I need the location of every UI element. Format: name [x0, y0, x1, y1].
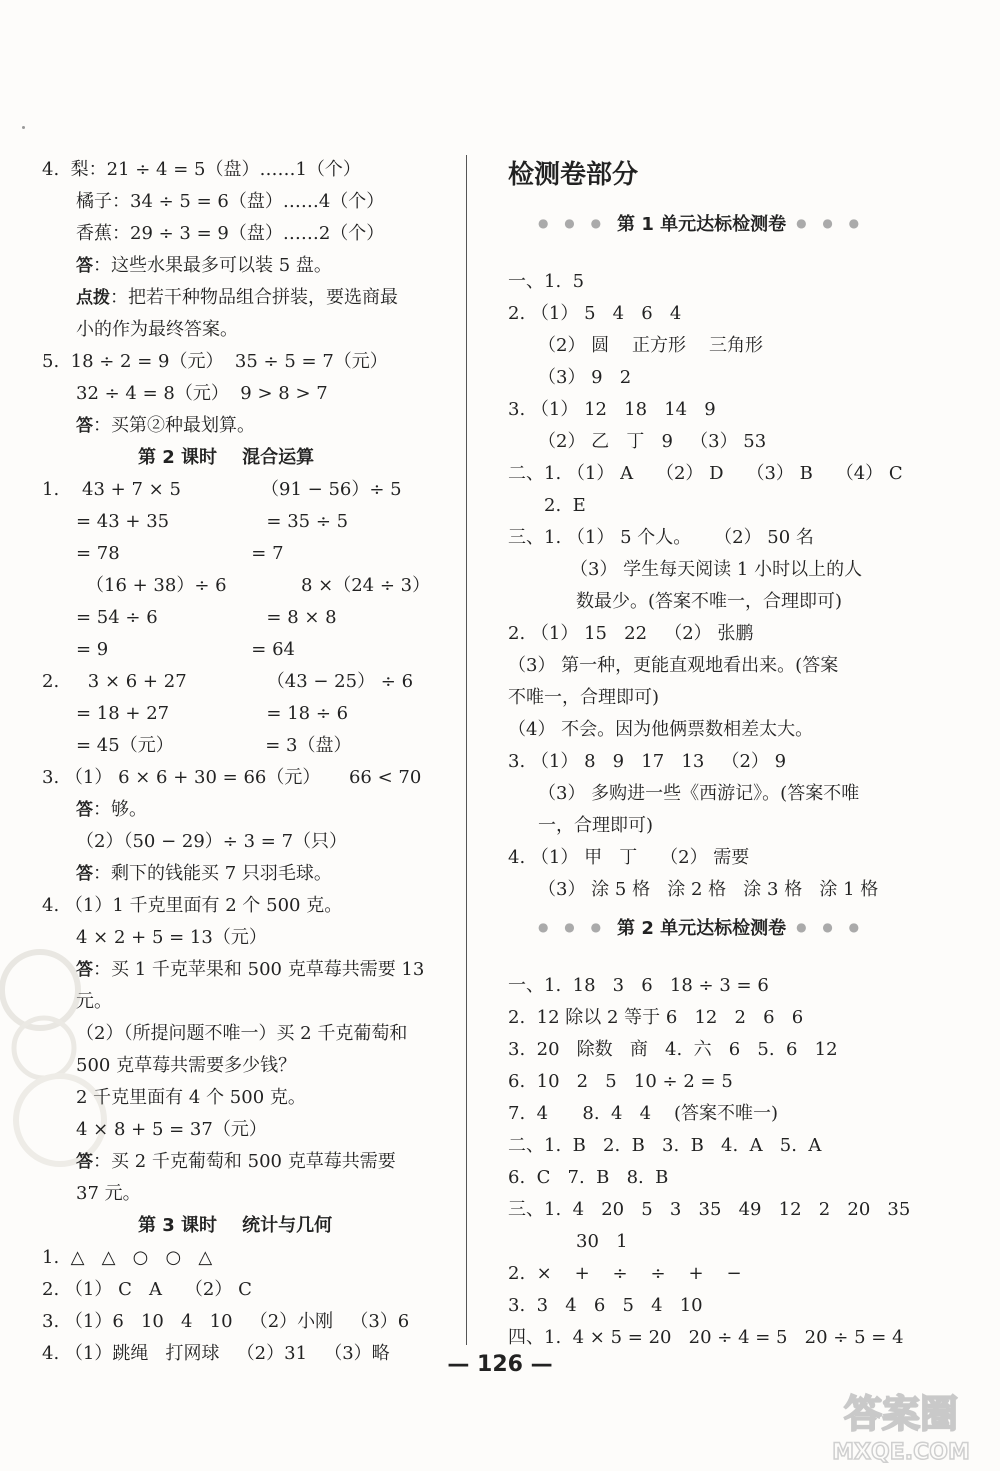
unit-1-title: 第 1 单元达标检测卷 — [617, 214, 787, 235]
answer-line: （2）（所提问题不唯一）买 2 千克葡萄和 — [76, 1023, 408, 1044]
svg-text:MXQE.COM: MXQE.COM — [832, 1440, 970, 1465]
answer-line: = 18 + 27 = 18 ÷ 6 — [76, 703, 349, 724]
answer-line: 四、1. 4 × 5 = 20 20 ÷ 4 = 5 20 ÷ 5 = 4 — [508, 1327, 904, 1348]
answer-line: 4. 梨：21 ÷ 4 = 5（盘）……1（个） — [42, 159, 361, 180]
answer-line — [76, 862, 332, 886]
answer-line: 6. C 7. B 8. B — [508, 1167, 669, 1188]
answer-line: 3. （1） 8 9 17 13 （2） 9 — [508, 751, 787, 772]
answer-line: 2. E — [544, 495, 586, 516]
answer-line: = 78 = 7 — [76, 543, 284, 564]
answer-line: 2. （1） 5 4 6 4 — [508, 303, 682, 324]
answer-line: （2） 圆 正方形 三角形 — [538, 335, 763, 356]
answer-line: 香蕉：29 ÷ 3 = 9（盘）……2（个） — [76, 223, 385, 244]
answer-line: 一、1. 5 — [508, 271, 585, 292]
answer-lead: 点拨 — [76, 288, 110, 308]
decorative-dots-right: ● ● ● — [796, 216, 866, 230]
unit-2-header — [538, 914, 865, 940]
answer-line: 三、1. （1） 5 个人。 （2） 50 名 — [508, 527, 814, 548]
decorative-dots-left: ● ● ● — [538, 920, 608, 934]
answer-line: 一，合理即可) — [538, 815, 654, 836]
answer-line: 4. （1） 甲 丁 （2） 需要 — [508, 847, 750, 868]
svg-text:答案圈: 答案圈 — [843, 1392, 959, 1436]
answer-line — [76, 958, 424, 982]
answer-line: （16 + 38）÷ 6 8 ×（24 ÷ 3） — [86, 575, 431, 596]
watermark-logo — [812, 1385, 990, 1465]
answer-line: 3. （1）6 10 4 10 （2）小刚 （3）6 — [42, 1311, 410, 1332]
answer-line: = 43 + 35 = 35 ÷ 5 — [76, 511, 349, 532]
answer-line: = 9 = 64 — [76, 639, 296, 660]
answer-line: （3） 9 2 — [538, 367, 632, 388]
answer-text: ：这些水果最多可以装 5 盘。 — [93, 255, 332, 276]
answer-line: 三、1. 4 20 5 3 35 49 12 2 20 35 — [508, 1199, 911, 1220]
answer-line: 4 × 2 + 5 = 13（元） — [76, 927, 267, 948]
answer-text: ：剩下的钱能买 7 只羽毛球。 — [93, 863, 332, 884]
answer-line: （3） 多购进一些《西游记》。(答案不唯 — [538, 783, 860, 804]
answer-line: 500 克草莓共需要多少钱？ — [76, 1055, 297, 1076]
answer-lead: 答 — [76, 256, 93, 276]
answer-line: 30 1 — [576, 1231, 628, 1252]
answer-line: 二、1. （1） A （2） D （3） B （4） C — [508, 463, 903, 484]
decorative-dots-left: ● ● ● — [538, 216, 608, 230]
section-title: 检测卷部分 — [508, 160, 639, 190]
answer-line: 3. （1） 12 18 14 9 — [508, 399, 716, 420]
answer-line — [76, 286, 398, 310]
answer-line: 2. （1） C A （2） C — [42, 1279, 252, 1300]
answer-line: = 45（元） = 3（盘） — [76, 735, 352, 756]
answer-lead: 答 — [76, 864, 93, 884]
lesson-heading: 第 2 课时 混合运算 — [138, 447, 315, 468]
answer-line: 小的作为最终答案。 — [76, 319, 238, 340]
answer-line: 橘子：34 ÷ 5 = 6（盘）……4（个） — [76, 191, 385, 212]
answer-line: 1. 43 + 7 × 5 （91 − 56）÷ 5 — [42, 479, 402, 500]
answer-line: 4 × 8 + 5 = 37（元） — [76, 1119, 267, 1140]
answer-line: （3） 第一种，更能直观地看出来。(答案 — [508, 655, 839, 676]
answer-line: 4. （1）1 千克里面有 2 个 500 克。 — [42, 895, 343, 916]
answer-lead: 答 — [76, 416, 93, 436]
answer-line: 37 元。 — [76, 1183, 141, 1204]
answer-line — [76, 1150, 396, 1174]
answer-line: （2）（50 − 29）÷ 3 = 7（只） — [76, 831, 348, 852]
answer-line: 2. 3 × 6 + 27 （43 − 25） ÷ 6 — [42, 671, 414, 692]
decorative-dots-right: ● ● ● — [796, 920, 866, 934]
unit-2-title: 第 2 单元达标检测卷 — [617, 918, 787, 939]
answer-text: ：买 1 千克苹果和 500 克草莓共需要 13 — [93, 959, 425, 980]
answer-text: ：把若干种物品组合拼装，要选商最 — [110, 287, 398, 308]
answer-lead: 答 — [76, 1152, 93, 1172]
answer-text: ：买 2 千克葡萄和 500 克草莓共需要 — [93, 1151, 396, 1172]
answer-line: 不唯一，合理即可) — [508, 687, 660, 708]
answer-line — [76, 798, 147, 822]
answer-line: 4. （1）跳绳 打网球 （2）31 （3）略 — [42, 1343, 390, 1364]
answer-line: 2. 12 除以 2 等于 6 12 2 6 6 — [508, 1007, 804, 1028]
answer-line: 3. （1） 6 × 6 + 30 = 66（元） 66 < 70 — [42, 767, 422, 788]
answer-line: 一、1. 18 3 6 18 ÷ 3 = 6 — [508, 975, 769, 996]
answer-line: 5. 18 ÷ 2 = 9（元） 35 ÷ 5 = 7（元） — [42, 351, 388, 372]
dust-speck — [22, 126, 25, 129]
answer-line: 7. 4 8. 4 4 (答案不唯一) — [508, 1103, 779, 1124]
answer-line — [76, 254, 332, 278]
answer-line: 1. △ △ ○ ○ △ — [42, 1247, 213, 1268]
answer-line: 二、1. B 2. B 3. B 4. A 5. A — [508, 1135, 822, 1156]
answer-line: 2. × + ÷ ÷ + − — [508, 1263, 742, 1284]
answer-line: 3. 3 4 6 5 4 10 — [508, 1295, 703, 1316]
lesson-heading: 第 3 课时 统计与几何 — [138, 1215, 333, 1236]
answer-line: （4） 不会。因为他俩票数相差太大。 — [508, 719, 814, 740]
answer-line: （3） 学生每天阅读 1 小时以上的人 — [570, 559, 863, 580]
answer-line: 3. 20 除数 商 4. 六 6 5. 6 12 — [508, 1039, 838, 1060]
answer-line: （3） 涂 5 格 涂 2 格 涂 3 格 涂 1 格 — [538, 879, 879, 900]
answer-lead: 答 — [76, 800, 93, 820]
answer-text: ：买第②种最划算。 — [93, 415, 255, 436]
column-divider — [466, 155, 467, 1345]
page-number: — 126 — — [447, 1352, 553, 1377]
answer-lead: 答 — [76, 960, 93, 980]
answer-text: ：够。 — [93, 799, 147, 820]
answer-line: 32 ÷ 4 = 8（元） 9 > 8 > 7 — [76, 383, 328, 404]
answer-line: 元。 — [76, 991, 112, 1012]
answer-line: 2 千克里面有 4 个 500 克。 — [76, 1087, 306, 1108]
answer-line: （2） 乙 丁 9 （3） 53 — [538, 431, 767, 452]
unit-1-header — [538, 210, 865, 236]
answer-line — [76, 414, 255, 438]
answer-line: 数最少。(答案不唯一，合理即可) — [576, 591, 843, 612]
answer-line: 6. 10 2 5 10 ÷ 2 = 5 — [508, 1071, 733, 1092]
answer-line: = 54 ÷ 6 = 8 × 8 — [76, 607, 337, 628]
answer-line: 2. （1） 15 22 （2） 张鹏 — [508, 623, 754, 644]
